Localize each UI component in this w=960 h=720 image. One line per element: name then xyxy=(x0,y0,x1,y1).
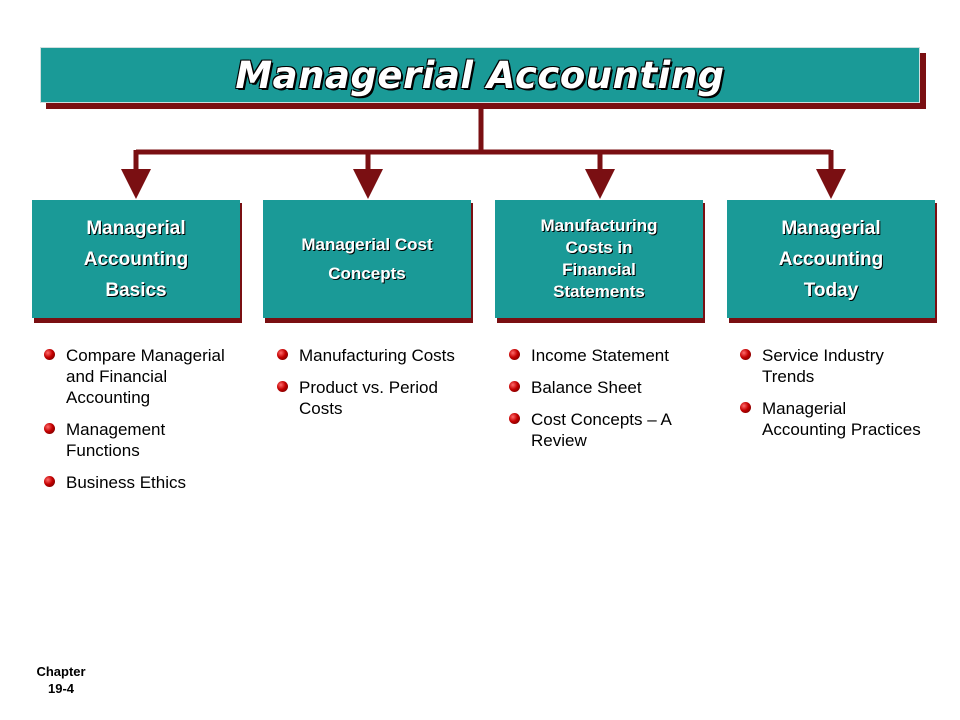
column-1-header-line: Accounting xyxy=(83,248,189,270)
column-2-header-line: Concepts xyxy=(328,264,406,283)
column-1-header xyxy=(32,200,240,318)
list-item: Cost Concepts – A Review xyxy=(505,409,700,451)
column-3-header-line: Financial xyxy=(562,260,636,279)
list-item: Management Functions xyxy=(40,419,240,461)
list-item: Income Statement xyxy=(505,345,700,366)
bullet-icon xyxy=(509,349,520,360)
chapter-number: 19-4 xyxy=(47,681,75,696)
list-item: Product vs. Period Costs xyxy=(273,377,463,419)
column-3-header xyxy=(495,200,703,318)
chapter-label xyxy=(26,663,96,697)
column-4-bullets xyxy=(736,345,931,451)
list-item: Compare Managerial and Financial Accounting xyxy=(40,345,240,408)
bullet-icon xyxy=(740,402,751,413)
column-3-header-line: Statements xyxy=(553,282,645,301)
bullet-icon xyxy=(44,349,55,360)
list-item: Manufacturing Costs xyxy=(273,345,463,366)
column-2-header-line: Managerial Cost xyxy=(301,235,433,254)
chapter-text: Chapter xyxy=(36,664,86,679)
list-item: Business Ethics xyxy=(40,472,240,493)
column-3-header-line: Manufacturing xyxy=(540,216,658,235)
column-4-header-line: Today xyxy=(803,279,859,301)
column-1-header-line: Managerial xyxy=(86,217,186,239)
column-2-header xyxy=(263,200,471,318)
column-3-header-line: Costs in xyxy=(565,238,633,257)
bullet-icon xyxy=(277,349,288,360)
column-4-header xyxy=(727,200,935,318)
column-4-header-line: Accounting xyxy=(778,248,884,270)
column-1-bullets xyxy=(40,345,240,504)
list-item: Managerial Accounting Practices xyxy=(736,398,931,440)
column-4-header-line: Managerial xyxy=(781,217,881,239)
column-2-bullets xyxy=(273,345,463,430)
bullet-icon xyxy=(509,413,520,424)
bullet-icon xyxy=(740,349,751,360)
column-1-header-line: Basics xyxy=(105,279,167,301)
bullet-icon xyxy=(44,476,55,487)
column-3-bullets xyxy=(505,345,700,462)
bullet-icon xyxy=(44,423,55,434)
list-item: Balance Sheet xyxy=(505,377,700,398)
bullet-icon xyxy=(509,381,520,392)
diagram-title: Managerial Accounting xyxy=(235,53,725,97)
list-item: Service Industry Trends xyxy=(736,345,931,387)
bullet-icon xyxy=(277,381,288,392)
